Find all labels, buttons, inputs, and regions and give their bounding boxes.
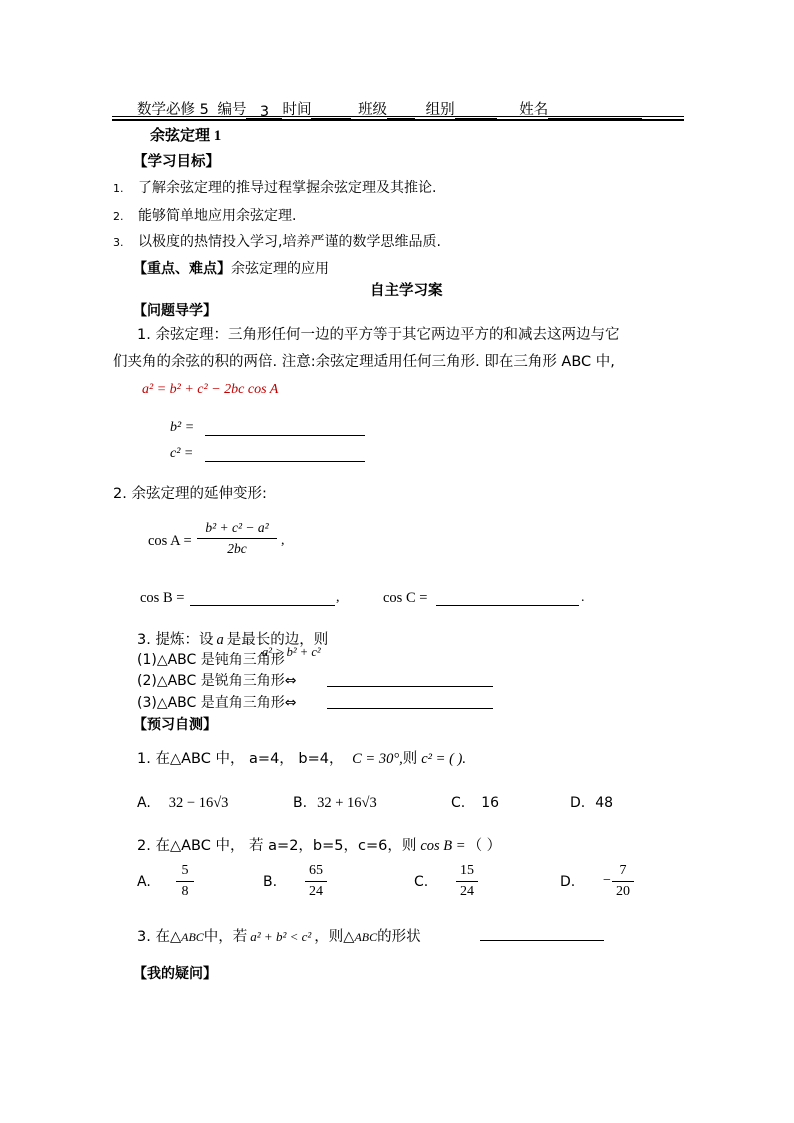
guide-q3-1-math: a² > b² + c² bbox=[262, 645, 321, 659]
header-number-field[interactable]: 3 bbox=[246, 104, 282, 119]
preview-q3-blank[interactable] bbox=[480, 939, 604, 941]
cosC-blank[interactable] bbox=[436, 604, 579, 606]
objective-text: 了解余弦定理的推导过程掌握余弦定理及其推论. bbox=[138, 180, 437, 196]
guide-q3-3-blank[interactable] bbox=[327, 707, 493, 709]
header-number-label: 编号 bbox=[217, 102, 247, 118]
focus-text: 余弦定理的应用 bbox=[231, 261, 329, 277]
preview-q1-option-c: C. 16 bbox=[451, 795, 500, 811]
section-title: 自主学习案 bbox=[370, 283, 443, 299]
formula-c-label: c² = bbox=[170, 446, 194, 461]
guide-heading: 【问题导学】 bbox=[133, 303, 217, 319]
header-divider-bottom bbox=[112, 119, 684, 121]
objective-number: 1. bbox=[113, 182, 124, 195]
guide-q3-2: (2)△ABC 是锐角三角形⇔ bbox=[137, 673, 297, 689]
objective-number: 2. bbox=[113, 210, 124, 223]
preview-q3: 3. 在△ABC中，若 a² + b² < c² ，则△ABC的形状 bbox=[137, 929, 421, 945]
preview-q2-option-label-c: C. bbox=[414, 874, 429, 890]
preview-q1-option-d: D. 48 bbox=[570, 795, 614, 811]
header-course: 数学必修 5 bbox=[137, 102, 209, 118]
cosC-label: cos C = bbox=[383, 590, 428, 606]
guide-q3-3: (3)△ABC 是直角三角形⇔ bbox=[137, 695, 297, 711]
objective-item bbox=[113, 205, 296, 225]
header-class-label: 班级 bbox=[358, 102, 388, 118]
objectives-heading: 【学习目标】 bbox=[133, 154, 220, 170]
cosA-numerator: b² + c² − a² bbox=[205, 520, 269, 535]
cosB-label: cos B = bbox=[140, 590, 185, 606]
formula-c-blank[interactable] bbox=[205, 460, 365, 462]
guide-q3: 3. 提炼：设 a 是最长的边，则 bbox=[137, 632, 329, 648]
cosA-label: cos A = bbox=[148, 533, 192, 549]
formula-a: a² = b² + c² − 2bc cos A bbox=[142, 382, 279, 397]
preview-q2-option-label-d: D. bbox=[560, 874, 576, 890]
preview-q2-option-a-fraction: 5 8 bbox=[176, 863, 194, 900]
focus-line bbox=[133, 258, 329, 278]
preview-q2-option-d-fraction: 7 20 bbox=[612, 863, 634, 900]
objective-number: 3. bbox=[113, 236, 124, 249]
guide-q1-line2: 们夹角的余弦的积的两倍. 注意:余弦定理适用任何三角形. 即在三角形 ABC 中, bbox=[113, 354, 615, 370]
questions-heading: 【我的疑问】 bbox=[133, 966, 217, 982]
formula-b-label: b² = bbox=[170, 420, 195, 435]
cosB-tail: , bbox=[336, 590, 340, 605]
preview-heading: 【预习自测】 bbox=[133, 717, 217, 733]
preview-q1: 1. 在△ABC 中， a=4， b=4， C = 30°,则 c² = ( ). bbox=[137, 751, 466, 767]
header-name-label: 姓名 bbox=[519, 102, 549, 118]
preview-q1-option-a: A. 32 − 16√3 bbox=[137, 795, 229, 811]
cosC-tail: . bbox=[581, 590, 585, 605]
preview-q2: 2. 在△ABC 中， 若 a=2，b=5，c=6，则 cos B = （ ） bbox=[137, 838, 502, 854]
formula-b-blank[interactable] bbox=[205, 434, 365, 436]
cosB-blank[interactable] bbox=[190, 604, 335, 606]
preview-q2-option-d-sign: − bbox=[603, 873, 611, 888]
objective-text: 以极度的热情投入学习,培养严谨的数学思维品质. bbox=[138, 234, 441, 250]
focus-heading: 【重点、难点】 bbox=[133, 261, 231, 277]
guide-q2: 2. 余弦定理的延伸变形: bbox=[113, 486, 267, 502]
guide-q1-line1: 1. 余弦定理：三角形任何一边的平方等于其它两边平方的和减去这两边与它 bbox=[137, 327, 620, 343]
objective-text: 能够简单地应用余弦定理. bbox=[138, 208, 297, 224]
objective-item bbox=[113, 231, 441, 251]
header-time-label: 时间 bbox=[282, 102, 312, 118]
preview-q2-option-label-a: A. bbox=[137, 874, 151, 890]
cosA-denominator: 2bc bbox=[227, 541, 247, 556]
cosA-fraction bbox=[197, 520, 277, 557]
preview-q2-option-b-fraction: 65 24 bbox=[305, 863, 327, 900]
page-title: 余弦定理 1 bbox=[150, 128, 222, 144]
preview-q1-option-b: B. 32 + 16√3 bbox=[293, 795, 377, 811]
preview-q2-option-label-b: B. bbox=[263, 874, 278, 890]
header-group-label: 组别 bbox=[425, 102, 455, 118]
guide-q3-1: (1)△ABC 是钝角三角形 bbox=[137, 652, 285, 668]
cosA-tail: , bbox=[281, 533, 285, 548]
guide-q3-2-blank[interactable] bbox=[327, 685, 493, 687]
fraction-bar bbox=[197, 538, 277, 539]
objective-item bbox=[113, 177, 436, 197]
preview-q2-option-c-fraction: 15 24 bbox=[456, 863, 478, 900]
header-divider-top bbox=[112, 116, 684, 117]
